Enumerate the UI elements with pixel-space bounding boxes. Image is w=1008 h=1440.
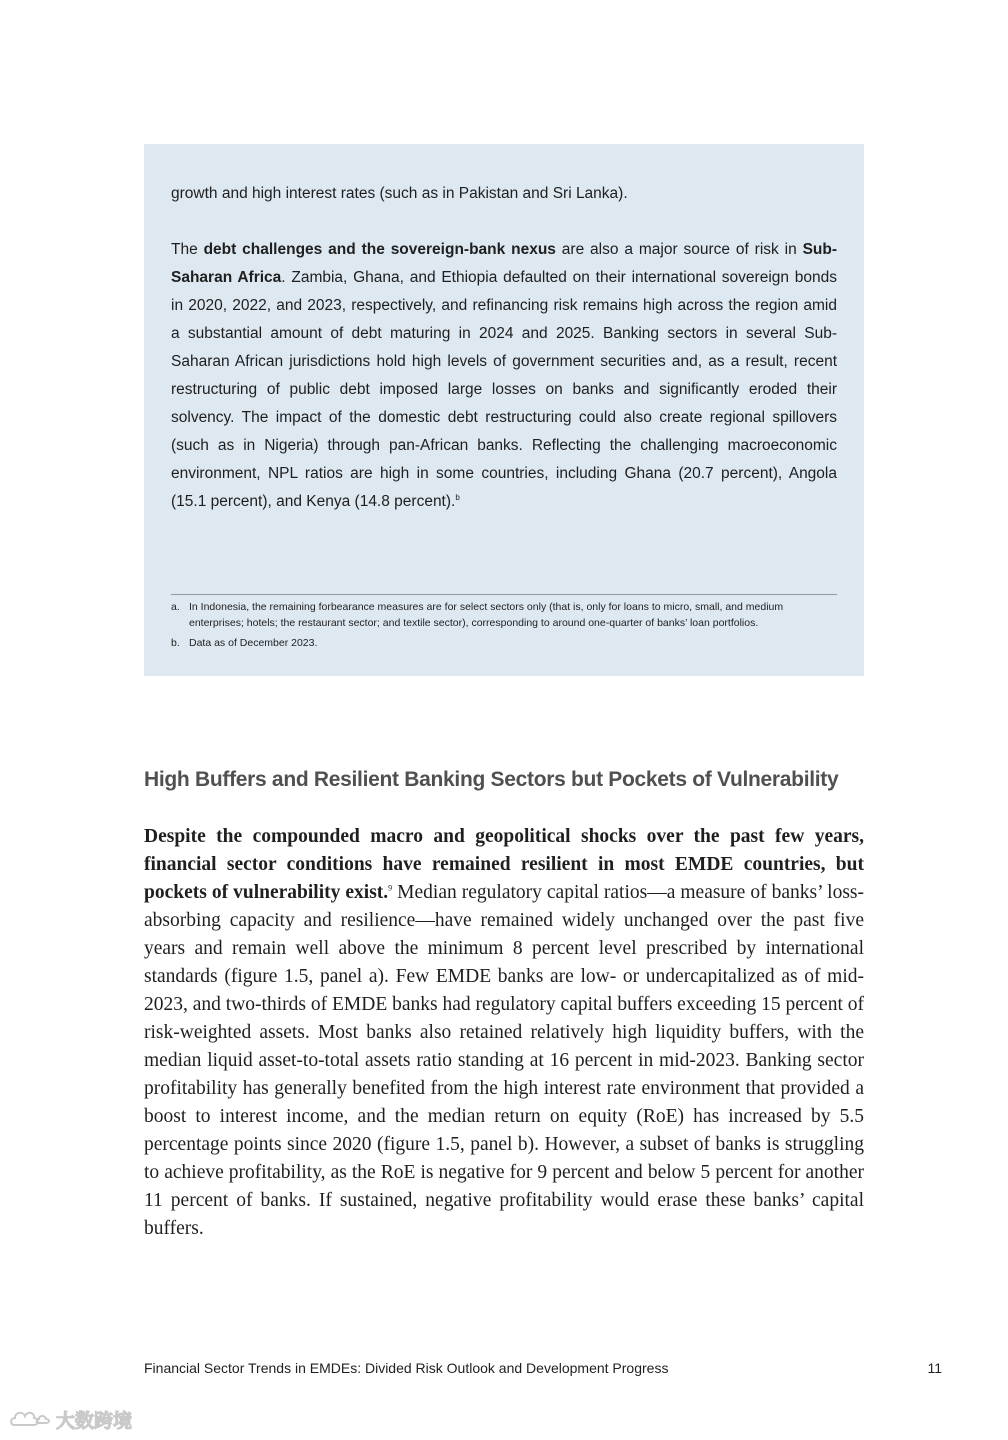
section-body-text: Median regulatory capital ratios—a measure of banks’ loss-absorbing capacity and resilience—have remained widely unchanged over the past five years and remain well above the minimum 8 percent level prescribed by international standards (figure 1.5, panel a). Few EMDE banks are low- or undercapitalized as of mid-2023, and two-thirds of EMDE banks had regulatory capital buffers exceeding 15 percent of risk-weighted assets. Most banks also retained relatively high liquidity buffers, with the median liquid asset-to-total assets ratio standing at 16 percent in mid-2023. Banking sector profitability has generally benefited from the high interest rate environment that provided a boost to interest income, and the median return on equity (RoE) has increased by 5.5 percentage points since 2020 (figure 1.5, panel b). However, a subset of banks is struggling to achieve profitability, as the RoE is negative for 9 percent and below 5 percent for another 11 percent of banks. If sustained, negative profitability would erase these banks’ capital buffers. (144, 882, 864, 1239)
page-number: 11 (927, 1360, 942, 1376)
footer-report-title: Financial Sector Trends in EMDEs: Divided Risk Outlook and Development Progress (144, 1360, 669, 1376)
box-panel (144, 144, 864, 676)
watermark-text: 大数跨境 (56, 1410, 133, 1432)
box-p2-bold-region: Sub-Saharan Africa (171, 241, 837, 286)
cloud-logo-icon (8, 1407, 52, 1433)
footnote-text: In Indonesia, the remaining forbearance measures are for select sectors only (that is, only for loans to micro, small, and medium enterprises; hotels; the restaurant sector; and textile sector), corresponding to around one-quarter of banks’ loan portfolios. (189, 601, 784, 629)
section-heading: High Buffers and Resilient Banking Sectors but Pockets of Vulnerability (144, 768, 839, 791)
section-lead: Despite the compounded macro and geopolitical shocks over the past few years, financial sector conditions have remained resilient in most EMDE countries, but pockets of vulnerability exist. (144, 826, 864, 903)
box-paragraph-1: growth and high interest rates (such as in Pakistan and Sri Lanka). (171, 185, 628, 202)
box-p2-bold-nexus: debt challenges and the sovereign-bank nexus (203, 241, 556, 258)
footnote-divider (171, 594, 837, 595)
footnote-a (171, 599, 837, 631)
footnote-mark: a. (171, 601, 180, 613)
box-footnotes (171, 599, 837, 651)
box-paragraph-2 (171, 236, 837, 516)
box-p2-text-c: are also a major source of risk in (555, 241, 803, 258)
section-body (144, 823, 864, 1243)
box-p2-text-a: The (171, 241, 204, 258)
footnote-mark: b. (171, 637, 180, 649)
footnote-ref-9: 9 (388, 883, 393, 893)
footnote-text: Data as of December 2023. (189, 637, 318, 649)
box-text (171, 180, 837, 516)
footnote-b (171, 635, 837, 651)
box-p2-text-e: . Zambia, Ghana, and Ethiopia defaulted on their international sovereign bonds in 2020, 2022, and 2023, respectively, and refinancing risk remains high across the region amid a substantial amount of debt maturing in 2024 and 2025. Banking sectors in several Sub-Saharan African jurisdictions hold high levels of government securities and, as a result, recent restructuring of public debt imposed large losses on banks and significantly eroded their solvency. The impact of the domestic debt restructuring could also create regional spillovers (such as in Nigeria) through pan-African banks. Reflecting the challenging macroeconomic environment, NPL ratios are high in some countries, including Ghana (20.7 percent), Angola (15.1 percent), and Kenya (14.8 percent). (171, 269, 837, 510)
watermark (8, 1406, 132, 1433)
footnote-ref-b: b (455, 492, 460, 502)
